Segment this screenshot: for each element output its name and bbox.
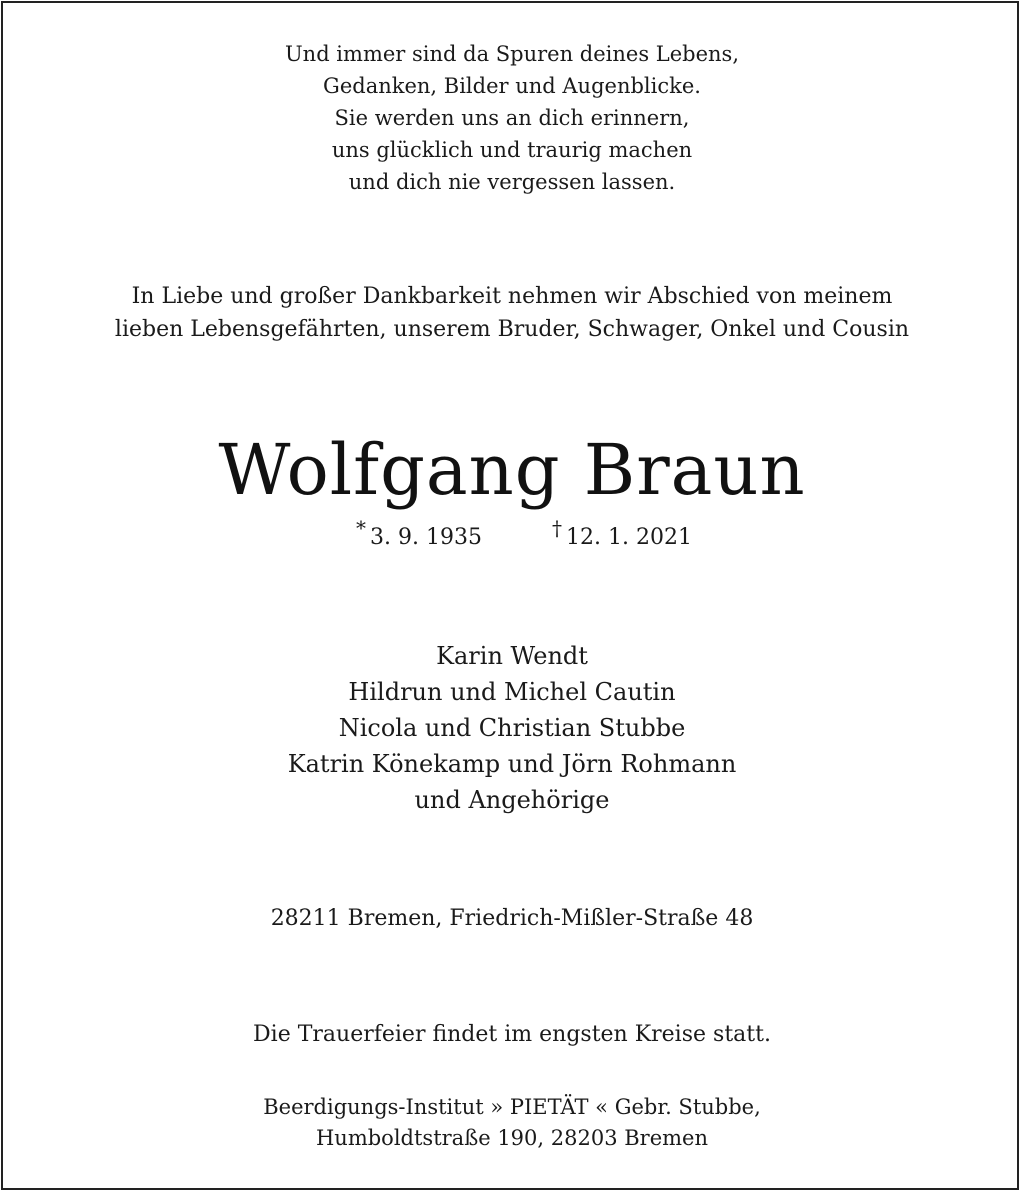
mourner: Nicola und Christian Stubbe: [338, 714, 686, 742]
poem-line: Gedanken, Bilder und Augenblicke.: [323, 74, 701, 98]
poem: [0, 38, 1024, 198]
farewell-intro: [0, 280, 1024, 346]
death-date: [552, 516, 692, 550]
mourner: Hildrun und Michel Cautin: [348, 678, 676, 706]
poem-line: Sie werden uns an dich erinnern,: [334, 106, 690, 130]
birth-symbol: *: [356, 516, 366, 540]
funeral-home-line: Humboldtstraße 190, 28203 Bremen: [315, 1126, 709, 1150]
birth-date-value: 3. 9. 1935: [370, 525, 482, 550]
poem-line: Und immer sind da Spuren deines Lebens,: [284, 42, 740, 66]
poem-line: und dich nie vergessen lassen.: [348, 170, 676, 194]
death-date-value: 12. 1. 2021: [566, 525, 692, 550]
mourner-address: 28211 Bremen, Friedrich-Mißler-Straße 48: [270, 906, 754, 931]
funeral-home-line: Beerdigungs-Institut » PIETÄT « Gebr. Stubbe,: [263, 1095, 761, 1119]
intro-line: lieben Lebensgefährten, unserem Bruder, Schwager, Onkel und Cousin: [114, 317, 910, 342]
birth-date: [356, 516, 482, 550]
deceased-name: Wolfgang Braun: [218, 429, 806, 511]
mourners-list: [0, 638, 1024, 818]
poem-line: uns glücklich und traurig machen: [331, 138, 693, 162]
mourner: Katrin Könekamp und Jörn Rohmann: [287, 750, 737, 778]
mourner: und Angehörige: [414, 786, 610, 814]
ceremony-note: Die Trauerfeier findet im engsten Kreise statt.: [253, 1022, 771, 1047]
mourner: Karin Wendt: [436, 642, 588, 670]
death-symbol: †: [552, 516, 562, 540]
life-dates: [0, 516, 1024, 565]
funeral-home: [0, 1092, 1024, 1154]
intro-line: In Liebe und großer Dankbarkeit nehmen wir Abschied von meinem: [131, 284, 893, 309]
